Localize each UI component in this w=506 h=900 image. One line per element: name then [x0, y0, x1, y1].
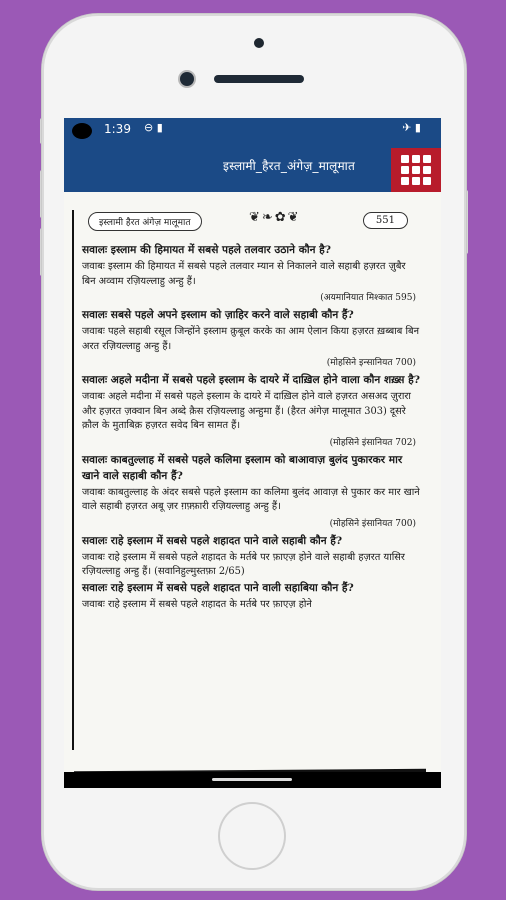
answer: जवाबः काबतुल्लाह के अंदर सबसे पहले इस्लाम का कलिमा बुलंद आवाज़ से पुकार कर मार खाने वाले सहाबी हज़रत अबू ज़र ग़फ़्फ़ारी रज़ियल्लाहु अन्हु हैं।: [82, 486, 420, 512]
front-camera: [180, 72, 194, 86]
grid-menu-button[interactable]: [391, 148, 441, 192]
answer: जवाबः पहले सहाबी रसूल जिन्होंने इस्लाम क़ुबूल करके का आम ऐलान किया हज़रत ख़ब्बाब बिन अरत रज़ियल्लाहु अन्हु हैं।: [82, 326, 420, 352]
camera-cutout: [72, 123, 92, 139]
question: सवालः काबतुल्लाह में सबसे पहले कलिमा इस्लाम को बाआवाज़ बुलंद पुकारकर मार खाने वाले सहाबी कौन हैं?: [82, 453, 403, 482]
source-reference: (अयमानियात मिश्कात 595): [320, 293, 416, 303]
phone-frame: [42, 14, 466, 890]
home-button[interactable]: [218, 802, 286, 870]
answer: जवाबः राहे इस्लाम में सबसे पहले शहादत के मर्तबे पर फ़ाएज़ होने: [82, 598, 312, 610]
qa-item: [82, 372, 422, 448]
system-icons: ✈ ▮: [402, 121, 421, 134]
book-page-view[interactable]: [64, 192, 441, 772]
qa-item: [82, 452, 422, 529]
source-reference: (मोहसिने इंसानियत 702): [329, 437, 416, 448]
question: सवालः राहे इस्लाम में सबसे पहले शहादत पाने वाली सहाबिया कौन हैं?: [82, 581, 354, 594]
scanned-page: [72, 210, 426, 750]
status-bar: [64, 118, 441, 140]
header-book-title: इस्लामी हैरत अंगेज़ मालूमात: [88, 212, 202, 231]
source-reference: (मोहसिने इंसानियत 700): [329, 518, 416, 529]
screen: [64, 118, 441, 788]
qa-item: [82, 242, 422, 303]
status-time: 1:39: [104, 122, 131, 136]
qa-item: [82, 307, 422, 368]
question: सवालः अहले मदीना में सबसे पहले इस्लाम के दायरे में दाख़िल होने वाला कौन शख़्स है?: [82, 374, 420, 386]
qa-item: [82, 533, 422, 580]
question: सवालः इस्लाम की हिमायत में सबसे पहले तलवार उठाने कौन है?: [82, 244, 331, 256]
app-title: इस्लामी_हैरत_अंगेज़_मालूमात: [223, 159, 355, 173]
app-bar: [64, 140, 441, 192]
page-number: 551: [363, 212, 408, 229]
page-header: [74, 210, 426, 236]
proximity-sensor: [254, 38, 264, 48]
gesture-handle[interactable]: [212, 778, 292, 781]
answer: जवाबः राहे इस्लाम में सबसे पहले शहादत के मर्तबे पर फ़ाएज़ होने वाले सहाबी हज़रत यासिर रज़ियल्लाहु अन्हु हैं। (सवानिहुल्मुस्तफ़ा 2/65): [82, 551, 405, 577]
grid-icon: [401, 155, 409, 163]
question: सवालः सबसे पहले अपने इस्लाम को ज़ाहिर करने वाले सहाबी कौन हैं?: [82, 309, 354, 321]
answer: जवाबः इस्लाम की हिमायत में सबसे पहले तलवार म्यान से निकालने वाले सहाबी हज़रत ज़ुबैर बिन अव्वाम रज़ियल्लाहु अन्हु हैं।: [82, 261, 406, 287]
earpiece-speaker: [214, 75, 304, 83]
source-reference: (मोहसिने इन्सानियत 700): [326, 358, 416, 368]
navigation-bar: [64, 772, 441, 788]
answer: जवाबः अहले मदीना में सबसे पहले इस्लाम के दायरे में दाख़िल होने वाले हज़रत असअद ज़ुरारा और हज़रत ज़क्वान बिन अब्दे क़ैस रज़ियल्लाहु अन्हुमा हैं। (हैरत अंगेज़ मालूमात 303) दूसरे क़ौल के मुताबिक़ हज़रत सवेद बिन सामत हैं।: [82, 391, 411, 431]
qa-item: [82, 580, 422, 613]
question: सवालः राहे इस्लाम में सबसे पहले शहादत पाने वाले सहाबी कौन हैं?: [82, 534, 343, 547]
notification-icons: ⊖ ▮: [144, 121, 163, 134]
ornament-icon: ❦❧✿❦: [249, 210, 301, 225]
